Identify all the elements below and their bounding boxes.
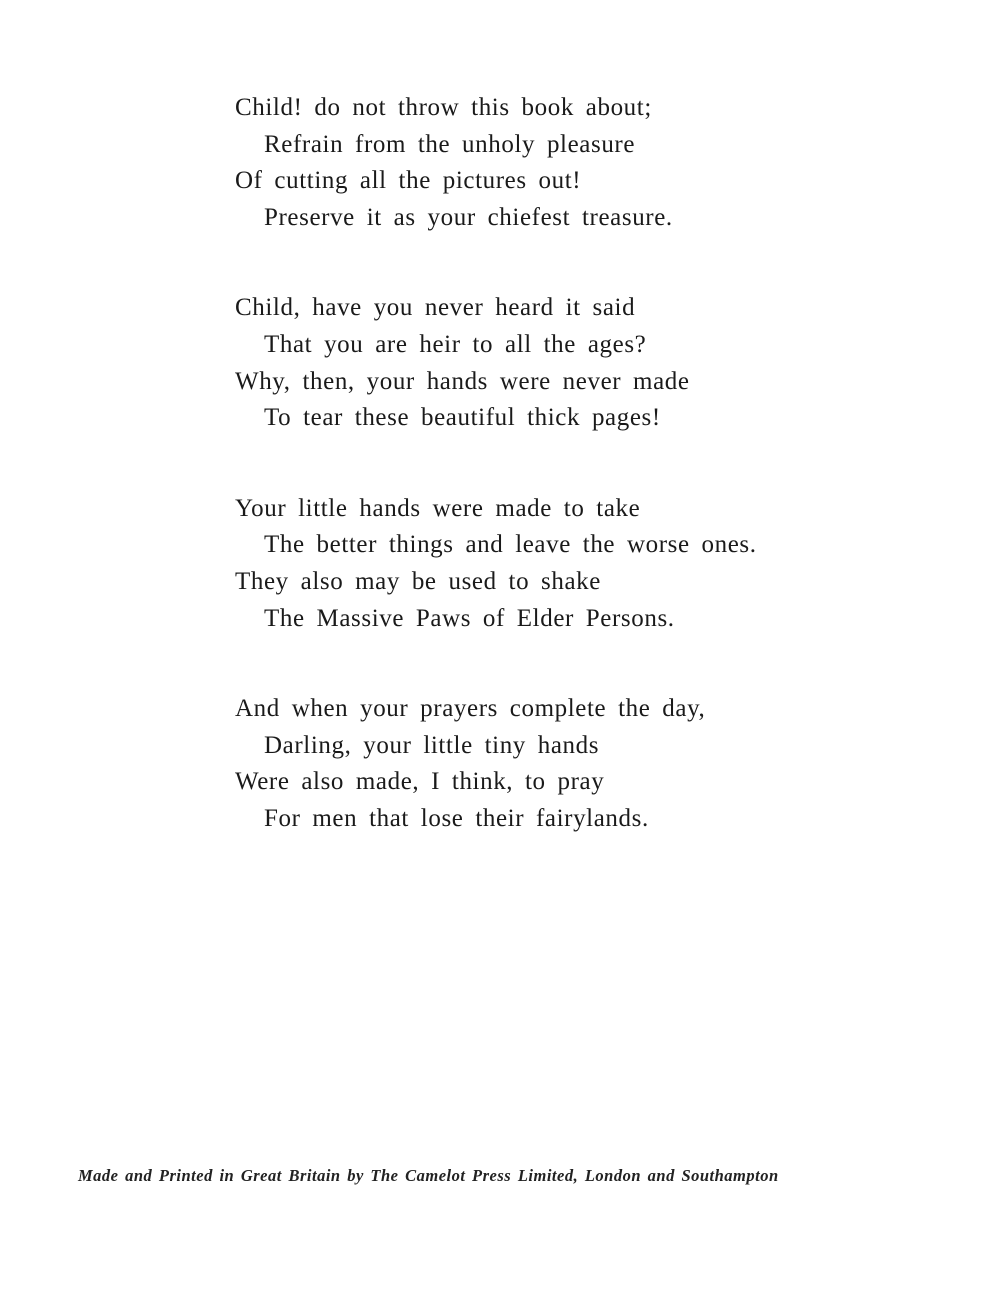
printer-colophon: Made and Printed in Great Britain by The Camelot Press Limited, London and Southampton [78, 1166, 779, 1185]
poem-line: The better things and leave the worse ones. [264, 531, 757, 559]
poem-line: Child! do not throw this book about; [235, 94, 652, 121]
poem-line: The Massive Paws of Elder Persons. [264, 604, 675, 632]
poem-line: Of cutting all the pictures out! [235, 167, 582, 195]
stanza-1 [235, 90, 875, 236]
stanza-3 [235, 491, 875, 637]
poem-line: Preserve it as your chiefest treasure. [264, 203, 673, 231]
stanza-2 [235, 290, 875, 436]
poem-line: Refrain from the unholy pleasure [264, 130, 636, 158]
poem-line: Child, have you never heard it said [235, 294, 636, 322]
poem-line: And when your prayers complete the day, [235, 695, 706, 723]
poem-line: Your little hands were made to take [235, 494, 641, 522]
stanza-4 [235, 691, 875, 837]
poem-line: That you are heir to all the ages? [264, 330, 647, 358]
poem-line: Why, then, your hands were never made [235, 367, 690, 395]
poem-line: Were also made, I think, to pray [235, 768, 605, 796]
poem-line: Darling, your little tiny hands [264, 731, 600, 759]
poem-line: They also may be used to shake [235, 567, 601, 595]
poem-line: To tear these beautiful thick pages! [264, 404, 661, 432]
poem [235, 90, 875, 892]
poem-line: For men that lose their fairylands. [264, 804, 649, 832]
